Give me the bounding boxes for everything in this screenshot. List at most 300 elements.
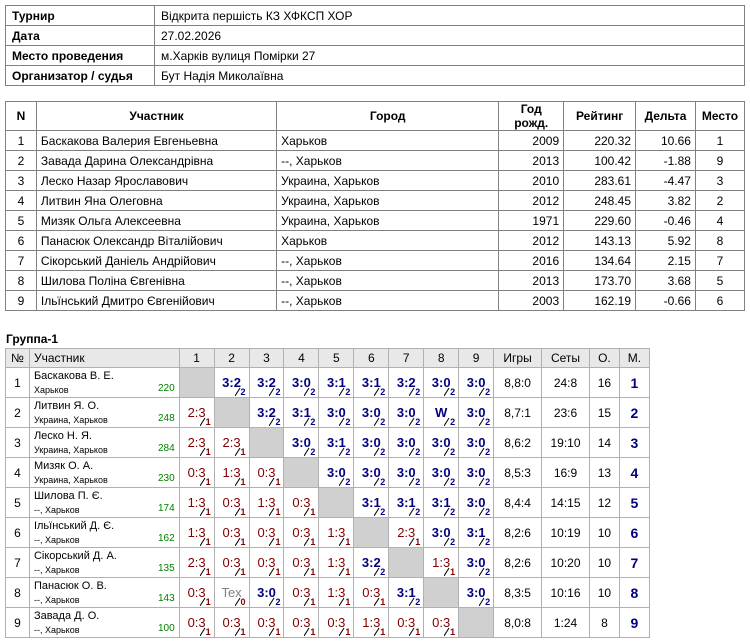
match-result-cell xyxy=(319,578,354,608)
group-sets: 14:15 xyxy=(542,488,590,518)
group-row xyxy=(6,518,650,548)
group-results-table xyxy=(5,348,650,638)
participant-cell: 2003 xyxy=(499,291,564,311)
match-score: 3:0 xyxy=(396,405,416,420)
match-points: 1 xyxy=(450,627,456,637)
participant-cell: Мизяк Ольга Алексеевна xyxy=(36,211,276,231)
match-result-cell xyxy=(284,578,319,608)
group-row-number: 5 xyxy=(6,488,30,518)
match-points: 2 xyxy=(310,387,316,397)
participant-cell: 5.92 xyxy=(636,231,696,251)
player-name: Мизяк О. А. xyxy=(33,460,94,472)
match-points: 2 xyxy=(380,507,386,517)
group-row xyxy=(6,608,650,638)
self-match-cell xyxy=(179,368,214,398)
participant-cell: 5 xyxy=(6,211,37,231)
player-city: --, Харьков xyxy=(33,535,80,545)
match-score: 3:2 xyxy=(361,555,381,570)
match-result-cell xyxy=(214,368,249,398)
participant-row xyxy=(6,151,745,171)
match-result-cell xyxy=(214,458,249,488)
self-match-cell xyxy=(284,458,319,488)
match-points: 1 xyxy=(310,567,316,577)
group-row xyxy=(6,398,650,428)
player-rating: 100 xyxy=(157,623,175,634)
group-header-opponent: 1 xyxy=(179,349,214,368)
participant-cell: 10.66 xyxy=(636,131,696,151)
match-result-cell xyxy=(424,458,459,488)
self-match-cell xyxy=(424,578,459,608)
match-points: 2 xyxy=(310,447,316,457)
match-result-cell xyxy=(284,398,319,428)
participant-cell: 9 xyxy=(6,291,37,311)
participants-header: N xyxy=(6,102,37,131)
group-header-sets: Сеты xyxy=(542,349,590,368)
participant-cell: -1.88 xyxy=(636,151,696,171)
participants-header: Место xyxy=(695,102,744,131)
match-result-cell xyxy=(179,488,214,518)
participant-row xyxy=(6,291,745,311)
participant-cell: 3 xyxy=(695,171,744,191)
match-points: 2 xyxy=(485,447,491,457)
participant-cell: 6 xyxy=(6,231,37,251)
player-name: Литвин Я. О. xyxy=(33,400,100,412)
group-sets: 10:20 xyxy=(542,548,590,578)
group-header-games: Игры xyxy=(494,349,542,368)
match-score: 3:1 xyxy=(292,405,311,420)
participant-cell: 2013 xyxy=(499,271,564,291)
match-score: 1:3 xyxy=(327,585,346,600)
match-points: 1 xyxy=(345,567,351,577)
group-place: 7 xyxy=(619,548,649,578)
group-header-opponent: 4 xyxy=(284,349,319,368)
info-key: Место проведения xyxy=(6,46,155,66)
match-result-cell xyxy=(354,428,389,458)
match-result-cell xyxy=(459,458,494,488)
player-city: --, Харьков xyxy=(33,565,80,575)
group-sets: 23:6 xyxy=(542,398,590,428)
match-score: 0:3 xyxy=(292,525,311,540)
player-rating: 143 xyxy=(157,593,175,604)
match-result-cell xyxy=(214,578,249,608)
group-games: 8,7:1 xyxy=(494,398,542,428)
group-player-cell xyxy=(29,608,179,638)
participant-row xyxy=(6,251,745,271)
match-score: 1:3 xyxy=(362,615,381,630)
match-score: Tex xyxy=(221,585,242,600)
match-points: 1 xyxy=(310,537,316,547)
group-place: 2 xyxy=(619,398,649,428)
group-header-points: О. xyxy=(589,349,619,368)
group-points: 8 xyxy=(589,608,619,638)
match-score: 3:0 xyxy=(431,375,451,390)
match-result-cell xyxy=(214,428,249,458)
match-score: 1:3 xyxy=(327,555,346,570)
group-row-number: 2 xyxy=(6,398,30,428)
match-points: 1 xyxy=(275,507,281,517)
participant-cell: --, Харьков xyxy=(277,291,499,311)
match-points: 2 xyxy=(415,477,421,487)
participant-cell: 4 xyxy=(695,211,744,231)
group-player-cell xyxy=(29,398,179,428)
group-header-opponent: 5 xyxy=(319,349,354,368)
player-name: Завада Д. О. xyxy=(33,610,100,622)
participant-cell: 3.68 xyxy=(636,271,696,291)
match-result-cell xyxy=(319,608,354,638)
match-result-cell xyxy=(249,368,284,398)
participant-cell: 2010 xyxy=(499,171,564,191)
player-rating: 135 xyxy=(157,563,175,574)
match-points: 2 xyxy=(240,387,246,397)
match-result-cell xyxy=(389,428,424,458)
match-score: 3:1 xyxy=(396,585,416,600)
match-points: 2 xyxy=(380,387,386,397)
match-score: 3:0 xyxy=(396,465,416,480)
player-rating: 248 xyxy=(157,413,175,424)
info-value: Бут Надія Миколаївна xyxy=(155,66,745,86)
player-name: Леско Н. Я. xyxy=(33,430,92,442)
group-points: 10 xyxy=(589,518,619,548)
group-row xyxy=(6,458,650,488)
match-result-cell xyxy=(389,398,424,428)
group-games: 8,4:4 xyxy=(494,488,542,518)
match-points: 1 xyxy=(275,477,281,487)
player-name: Панасюк О. В. xyxy=(33,580,107,592)
participant-cell: 1 xyxy=(695,131,744,151)
group-title: Группа-1 xyxy=(6,332,59,346)
group-points: 14 xyxy=(589,428,619,458)
info-key: Организатор / судья xyxy=(6,66,155,86)
group-place: 8 xyxy=(619,578,649,608)
match-result-cell xyxy=(354,398,389,428)
match-points: 1 xyxy=(240,507,246,517)
match-score: 3:0 xyxy=(431,465,451,480)
match-points: 1 xyxy=(275,537,281,547)
match-points: 2 xyxy=(450,507,456,517)
match-points: 1 xyxy=(240,567,246,577)
participant-cell: --, Харьков xyxy=(277,151,499,171)
info-row xyxy=(6,46,745,66)
match-points: 2 xyxy=(450,417,456,427)
info-value: м.Харків вулиця Помірки 27 xyxy=(155,46,745,66)
match-points: 2 xyxy=(450,537,456,547)
group-row xyxy=(6,368,650,398)
participant-cell: --, Харьков xyxy=(277,251,499,271)
match-result-cell xyxy=(424,518,459,548)
match-points: 1 xyxy=(205,447,211,457)
match-score: 3:2 xyxy=(396,375,416,390)
match-score: 1:3 xyxy=(222,465,241,480)
match-score: 1:3 xyxy=(257,495,276,510)
player-rating: 220 xyxy=(157,383,175,394)
participant-cell: 229.60 xyxy=(564,211,636,231)
match-score: 1:3 xyxy=(187,525,206,540)
participant-cell: 3.82 xyxy=(636,191,696,211)
match-score: W xyxy=(435,405,448,420)
match-result-cell xyxy=(214,548,249,578)
participants-header: Год рожд. xyxy=(499,102,564,131)
match-score: 0:3 xyxy=(257,465,276,480)
match-points: 1 xyxy=(205,417,211,427)
match-score: 3:0 xyxy=(292,435,311,450)
match-result-cell xyxy=(424,488,459,518)
match-points: 2 xyxy=(485,387,491,397)
match-result-cell xyxy=(319,548,354,578)
participant-cell: 4 xyxy=(6,191,37,211)
group-place: 4 xyxy=(619,458,649,488)
participant-row xyxy=(6,171,745,191)
match-points: 0 xyxy=(240,597,246,607)
group-sets: 10:16 xyxy=(542,578,590,608)
match-score: 3:0 xyxy=(431,525,451,540)
match-result-cell xyxy=(179,428,214,458)
player-name: Ільїнський Д. Є. xyxy=(33,520,115,532)
participant-cell: 3 xyxy=(6,171,37,191)
group-games: 8,2:6 xyxy=(494,548,542,578)
self-match-cell xyxy=(459,608,494,638)
group-row-number: 1 xyxy=(6,368,30,398)
match-result-cell xyxy=(179,518,214,548)
match-result-cell xyxy=(249,608,284,638)
group-header-opponent: 8 xyxy=(424,349,459,368)
info-row xyxy=(6,26,745,46)
group-place: 3 xyxy=(619,428,649,458)
match-score: 3:1 xyxy=(361,375,381,390)
info-row xyxy=(6,66,745,86)
participant-cell: 220.32 xyxy=(564,131,636,151)
match-result-cell xyxy=(284,428,319,458)
participant-cell: 6 xyxy=(695,291,744,311)
match-result-cell xyxy=(424,368,459,398)
group-row-number: 8 xyxy=(6,578,30,608)
match-score: 2:3 xyxy=(187,435,206,450)
match-score: 3:2 xyxy=(222,375,241,390)
participant-cell: Харьков xyxy=(277,131,499,151)
group-sets: 1:24 xyxy=(542,608,590,638)
match-points: 1 xyxy=(205,597,211,607)
participant-cell: Завада Дарина Олександрівна xyxy=(36,151,276,171)
player-name: Шилова П. Є. xyxy=(33,490,103,502)
participant-cell: 1971 xyxy=(499,211,564,231)
group-header-n: № xyxy=(6,349,30,368)
participant-row xyxy=(6,211,745,231)
match-result-cell xyxy=(284,488,319,518)
group-player-cell xyxy=(29,578,179,608)
group-row-number: 6 xyxy=(6,518,30,548)
match-points: 1 xyxy=(345,537,351,547)
match-points: 1 xyxy=(310,627,316,637)
group-row xyxy=(6,428,650,458)
match-result-cell xyxy=(214,518,249,548)
group-sets: 16:9 xyxy=(542,458,590,488)
match-score: 3:0 xyxy=(361,405,381,420)
match-result-cell xyxy=(249,458,284,488)
participant-row xyxy=(6,131,745,151)
group-header-player: Участник xyxy=(29,349,179,368)
match-score: 3:0 xyxy=(466,465,486,480)
group-header-opponent: 3 xyxy=(249,349,284,368)
match-score: 0:3 xyxy=(292,495,311,510)
group-place: 1 xyxy=(619,368,649,398)
match-points: 1 xyxy=(275,627,281,637)
self-match-cell xyxy=(389,548,424,578)
match-result-cell xyxy=(179,548,214,578)
match-points: 2 xyxy=(485,507,491,517)
match-score: 3:0 xyxy=(361,465,381,480)
group-points: 10 xyxy=(589,548,619,578)
group-games: 8,8:0 xyxy=(494,368,542,398)
group-points: 15 xyxy=(589,398,619,428)
participant-cell: 100.42 xyxy=(564,151,636,171)
participant-cell: -4.47 xyxy=(636,171,696,191)
participant-cell: 5 xyxy=(695,271,744,291)
match-points: 2 xyxy=(345,417,351,427)
match-points: 1 xyxy=(415,537,421,547)
group-place: 6 xyxy=(619,518,649,548)
player-city: Украина, Харьков xyxy=(33,415,108,425)
match-result-cell xyxy=(284,518,319,548)
match-result-cell xyxy=(354,488,389,518)
participant-cell: 248.45 xyxy=(564,191,636,211)
group-games: 8,5:3 xyxy=(494,458,542,488)
match-score: 3:0 xyxy=(396,435,416,450)
group-header-place: М. xyxy=(619,349,649,368)
match-result-cell xyxy=(179,608,214,638)
match-points: 2 xyxy=(310,417,316,427)
match-score: 0:3 xyxy=(222,525,241,540)
participant-cell: Шилова Поліна Євгенівна xyxy=(36,271,276,291)
match-points: 2 xyxy=(485,417,491,427)
match-result-cell xyxy=(319,458,354,488)
match-points: 1 xyxy=(310,597,316,607)
match-result-cell xyxy=(354,458,389,488)
match-result-cell xyxy=(249,398,284,428)
match-score: 0:3 xyxy=(257,555,276,570)
match-score: 0:3 xyxy=(187,585,206,600)
match-score: 3:0 xyxy=(466,435,486,450)
participant-cell: --, Харьков xyxy=(277,271,499,291)
participant-cell: Леско Назар Ярославович xyxy=(36,171,276,191)
match-points: 1 xyxy=(310,507,316,517)
match-score: 0:3 xyxy=(292,585,311,600)
group-player-cell xyxy=(29,548,179,578)
group-header-opponent: 7 xyxy=(389,349,424,368)
match-score: 3:0 xyxy=(466,405,486,420)
self-match-cell xyxy=(354,518,389,548)
match-points: 1 xyxy=(205,567,211,577)
match-result-cell xyxy=(214,488,249,518)
match-result-cell xyxy=(424,608,459,638)
match-points: 1 xyxy=(240,447,246,457)
match-points: 1 xyxy=(345,627,351,637)
group-player-cell xyxy=(29,428,179,458)
match-points: 2 xyxy=(380,447,386,457)
match-score: 3:0 xyxy=(292,375,311,390)
match-points: 2 xyxy=(450,477,456,487)
match-score: 0:3 xyxy=(327,615,346,630)
player-rating: 174 xyxy=(157,503,175,514)
player-city: --, Харьков xyxy=(33,505,80,515)
match-score: 3:0 xyxy=(466,555,486,570)
match-points: 1 xyxy=(415,627,421,637)
participant-cell: 2013 xyxy=(499,151,564,171)
match-score: 0:3 xyxy=(222,555,241,570)
group-place: 9 xyxy=(619,608,649,638)
match-result-cell xyxy=(389,368,424,398)
match-score: 2:3 xyxy=(187,555,206,570)
match-score: 0:3 xyxy=(397,615,416,630)
match-score: 0:3 xyxy=(222,615,241,630)
group-row xyxy=(6,488,650,518)
match-score: 3:0 xyxy=(326,405,346,420)
match-points: 1 xyxy=(240,477,246,487)
match-score: 3:0 xyxy=(361,435,381,450)
self-match-cell xyxy=(249,428,284,458)
participant-cell: 7 xyxy=(6,251,37,271)
participants-table xyxy=(5,101,745,311)
match-points: 2 xyxy=(415,447,421,457)
player-rating: 162 xyxy=(157,533,175,544)
group-header-opponent: 6 xyxy=(354,349,389,368)
match-score: 3:2 xyxy=(257,405,276,420)
match-result-cell xyxy=(459,518,494,548)
participant-row xyxy=(6,191,745,211)
match-result-cell xyxy=(179,458,214,488)
group-games: 8,3:5 xyxy=(494,578,542,608)
group-points: 13 xyxy=(589,458,619,488)
participant-cell: 2.15 xyxy=(636,251,696,271)
participant-cell: 1 xyxy=(6,131,37,151)
match-result-cell xyxy=(354,368,389,398)
match-points: 1 xyxy=(205,537,211,547)
match-result-cell xyxy=(284,548,319,578)
participant-cell: 173.70 xyxy=(564,271,636,291)
participant-cell: 8 xyxy=(6,271,37,291)
group-points: 16 xyxy=(589,368,619,398)
player-city: --, Харьков xyxy=(33,625,80,635)
participant-cell: 134.64 xyxy=(564,251,636,271)
match-score: 3:0 xyxy=(466,585,486,600)
match-points: 2 xyxy=(485,477,491,487)
match-result-cell xyxy=(319,368,354,398)
match-score: 3:1 xyxy=(326,435,346,450)
group-player-cell xyxy=(29,368,179,398)
match-result-cell xyxy=(179,398,214,428)
group-sets: 10:19 xyxy=(542,518,590,548)
player-city: Харьков xyxy=(33,385,69,395)
player-name: Баскакова В. Е. xyxy=(33,370,114,382)
group-points: 12 xyxy=(589,488,619,518)
group-row-number: 7 xyxy=(6,548,30,578)
match-points: 2 xyxy=(450,447,456,457)
match-points: 2 xyxy=(275,417,281,427)
match-points: 1 xyxy=(205,477,211,487)
player-city: Украина, Харьков xyxy=(33,475,108,485)
match-points: 2 xyxy=(345,477,351,487)
group-row-number: 4 xyxy=(6,458,30,488)
player-name: Сікорський Д. А. xyxy=(33,550,117,562)
match-result-cell xyxy=(319,398,354,428)
self-match-cell xyxy=(319,488,354,518)
participant-cell: 8 xyxy=(695,231,744,251)
participant-cell: 283.61 xyxy=(564,171,636,191)
match-result-cell xyxy=(424,548,459,578)
match-result-cell xyxy=(389,518,424,548)
group-header-opponent: 9 xyxy=(459,349,494,368)
participants-header: Дельта xyxy=(636,102,696,131)
match-result-cell xyxy=(354,578,389,608)
match-points: 2 xyxy=(345,387,351,397)
